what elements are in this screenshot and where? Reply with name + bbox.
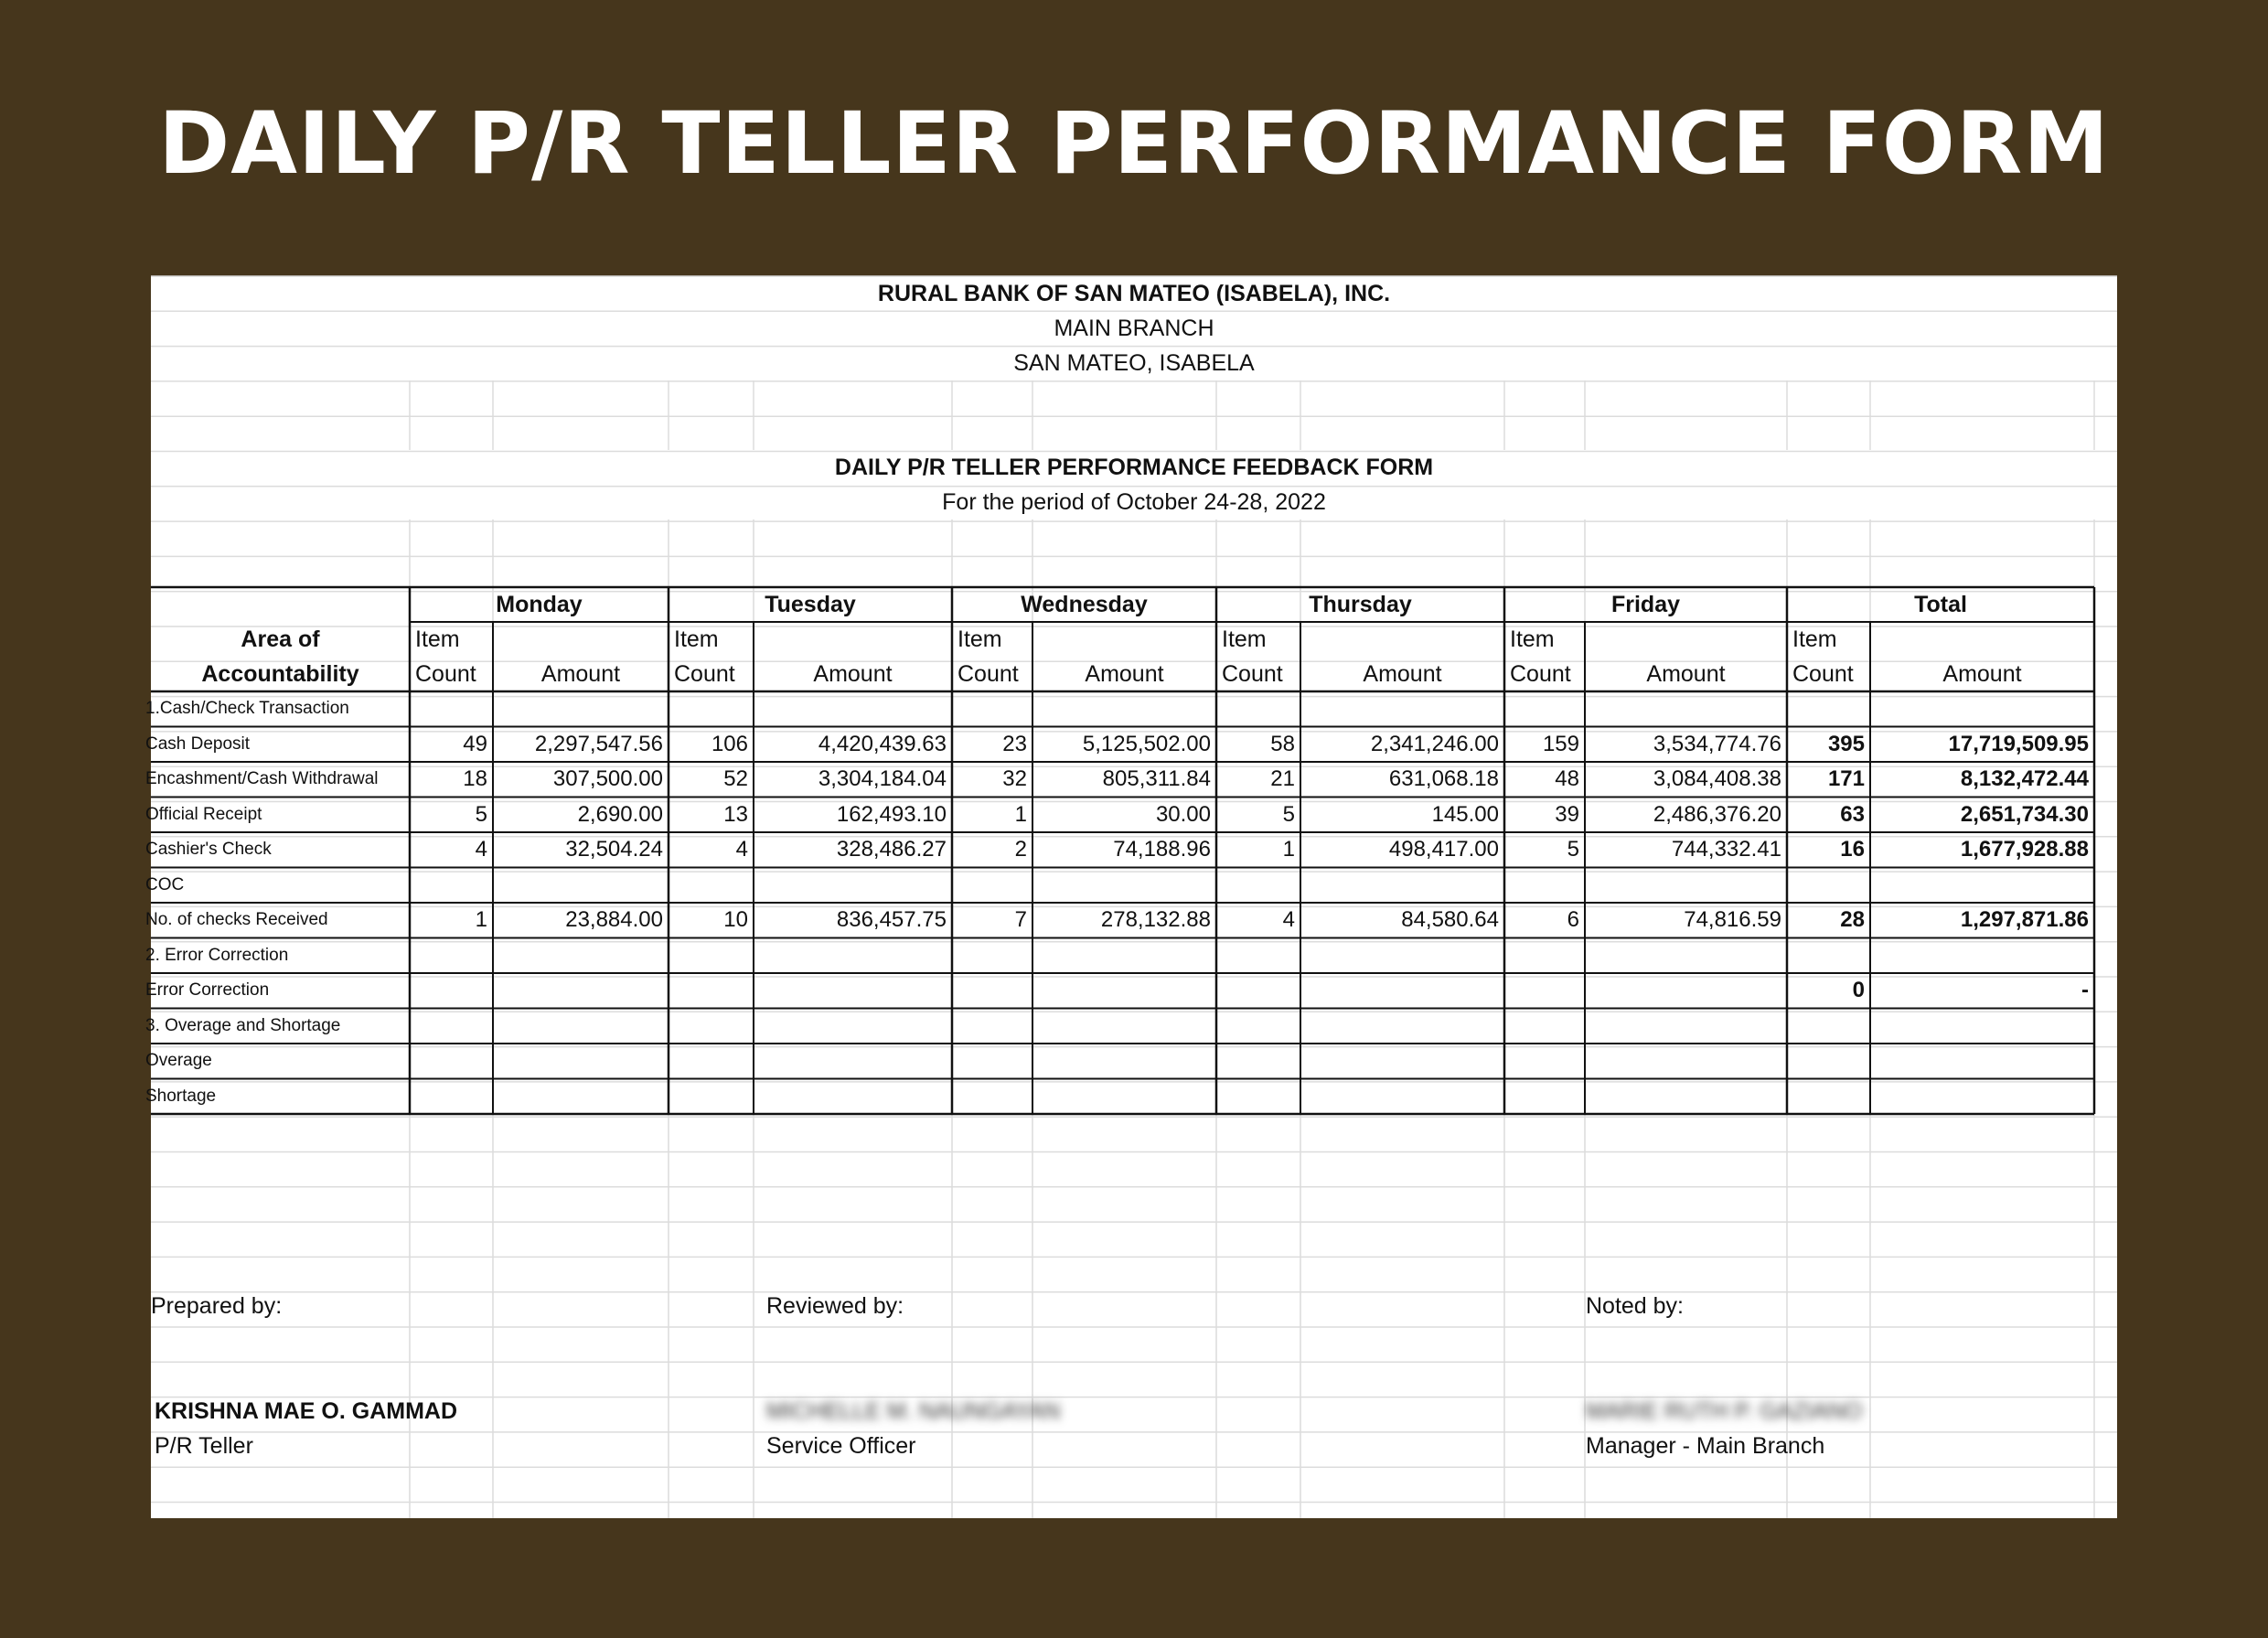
item-count-header: Item <box>674 626 719 652</box>
amount-header: Amount <box>540 661 621 687</box>
item-count-cell: 0 <box>1852 978 1865 1002</box>
amount-cell: 631,068.18 <box>1388 766 1499 791</box>
item-count-cell: 23 <box>1002 731 1027 756</box>
item-count-cell: 4 <box>475 837 487 862</box>
item-count-cell: 2 <box>1014 837 1027 862</box>
item-count-cell: 5 <box>475 801 487 827</box>
day-header-wednesday: Wednesday <box>1021 592 1148 617</box>
item-count-cell: 16 <box>1840 837 1865 862</box>
day-header-tuesday: Tuesday <box>765 592 856 617</box>
amount-cell: 307,500.00 <box>552 766 663 791</box>
row-label: Error Correction <box>145 980 270 1000</box>
amount-cell: 2,486,376.20 <box>1653 801 1781 827</box>
item-count-header: Item <box>957 626 1002 652</box>
day-header-monday: Monday <box>496 592 583 617</box>
prepared-by-label: Prepared by: <box>151 1293 283 1319</box>
item-count-header: Item <box>415 626 460 652</box>
amount-cell: 23,884.00 <box>565 907 663 932</box>
amount-cell: 3,304,184.04 <box>818 766 947 791</box>
bank-location: SAN MATEO, ISABELA <box>1013 350 1255 376</box>
item-count-cell: 58 <box>1270 731 1295 756</box>
item-count-cell: 4 <box>1282 907 1295 932</box>
item-count-header: Item <box>1222 626 1267 652</box>
item-count-cell: 49 <box>463 731 487 756</box>
item-count-cell: 5 <box>1567 837 1579 862</box>
item-count-cell: 13 <box>723 801 748 827</box>
item-count-cell: 48 <box>1555 766 1579 791</box>
item-count-cell: 6 <box>1567 907 1579 932</box>
amount-cell: 32,504.24 <box>565 837 663 862</box>
amount-cell: 74,188.96 <box>1113 837 1211 862</box>
amount-header: Amount <box>1085 661 1164 687</box>
amount-header: Amount <box>1942 661 2022 687</box>
noted-by-name: MARIE RUTH P. GAZIANO <box>1586 1398 1863 1424</box>
amount-header: Amount <box>1646 661 1726 687</box>
amount-cell: 145.00 <box>1431 801 1499 827</box>
spreadsheet <box>145 276 2117 1518</box>
row-label: 2. Error Correction <box>145 945 289 965</box>
item-count-header: Item <box>1510 626 1555 652</box>
item-count-cell: 21 <box>1270 766 1295 791</box>
noted-by-title: Manager - Main Branch <box>1586 1433 1825 1459</box>
amount-cell: 30.00 <box>1155 801 1211 827</box>
row-label: Overage <box>145 1051 212 1070</box>
amount-cell: 84,580.64 <box>1401 907 1499 932</box>
amount-cell: 74,816.59 <box>1684 907 1781 932</box>
item-count-cell: 32 <box>1002 766 1027 791</box>
bank-name: RURAL BANK OF SAN MATEO (ISABELA), INC. <box>877 281 1391 306</box>
item-count-cell: 52 <box>723 766 748 791</box>
bank-branch: MAIN BRANCH <box>1054 316 1214 341</box>
amount-cell: 744,332.41 <box>1671 837 1781 862</box>
area-header-line2: Accountability <box>201 661 359 687</box>
row-label: COC <box>145 874 185 894</box>
item-count-cell: 1 <box>1282 837 1295 862</box>
amount-cell: 2,690.00 <box>577 801 663 827</box>
amount-cell: 3,084,408.38 <box>1653 766 1781 791</box>
amount-cell: 278,132.88 <box>1100 907 1211 932</box>
form-period: For the period of October 24-28, 2022 <box>942 489 1326 515</box>
prepared-by-title: P/R Teller <box>155 1433 253 1459</box>
row-label: Cash Deposit <box>145 733 251 754</box>
item-count-cell: 1 <box>1014 801 1027 827</box>
noted-by-label: Noted by: <box>1586 1293 1685 1319</box>
item-count-cell: 18 <box>463 766 487 791</box>
form-title: DAILY P/R TELLER PERFORMANCE FEEDBACK FORM <box>834 455 1434 480</box>
row-label: Encashment/Cash Withdrawal <box>145 769 379 788</box>
item-count-cell: 7 <box>1014 907 1027 932</box>
item-count-cell: 159 <box>1542 731 1579 756</box>
amount-cell: 2,341,246.00 <box>1370 731 1499 756</box>
amount-header: Amount <box>813 661 893 687</box>
day-header-friday: Friday <box>1610 592 1681 617</box>
banner-title: DAILY P/R TELLER PERFORMANCE FORM <box>158 94 2110 194</box>
item-count-header: Item <box>1792 626 1837 652</box>
item-count-cell: 4 <box>735 837 748 862</box>
area-header-line1: Area of <box>241 626 320 652</box>
amount-cell: 5,125,502.00 <box>1082 731 1211 756</box>
amount-header: Amount <box>1363 661 1442 687</box>
amount-cell: - <box>2081 978 2089 1002</box>
item-count-cell: 171 <box>1827 766 1865 791</box>
row-label: Shortage <box>145 1086 217 1106</box>
row-label: No. of checks Received <box>145 910 328 929</box>
item-count-header: Count <box>1222 661 1283 687</box>
amount-cell: 3,534,774.76 <box>1653 731 1781 756</box>
item-count-header: Count <box>1510 661 1571 687</box>
item-count-cell: 39 <box>1555 801 1579 827</box>
item-count-header: Count <box>674 661 735 687</box>
amount-cell: 2,297,547.56 <box>534 731 663 756</box>
day-header-thursday: Thursday <box>1309 592 1412 617</box>
amount-cell: 2,651,734.30 <box>1960 801 2089 827</box>
amount-cell: 498,417.00 <box>1388 837 1499 862</box>
amount-cell: 4,420,439.63 <box>818 731 947 756</box>
amount-cell: 1,297,871.86 <box>1960 907 2089 932</box>
row-label: 3. Overage and Shortage <box>145 1015 341 1035</box>
item-count-cell: 5 <box>1282 801 1295 827</box>
amount-cell: 17,719,509.95 <box>1948 731 2089 756</box>
amount-cell: 805,311.84 <box>1102 766 1211 791</box>
row-label: Cashier's Check <box>145 840 272 859</box>
amount-cell: 1,677,928.88 <box>1960 837 2089 862</box>
item-count-cell: 1 <box>475 907 487 932</box>
item-count-header: Count <box>415 661 476 687</box>
item-count-cell: 106 <box>711 731 748 756</box>
row-label: 1.Cash/Check Transaction <box>145 699 349 718</box>
amount-cell: 8,132,472.44 <box>1960 766 2089 791</box>
item-count-cell: 63 <box>1840 801 1865 827</box>
amount-cell: 836,457.75 <box>836 907 947 932</box>
reviewed-by-title: Service Officer <box>766 1433 916 1459</box>
day-header-total: Total <box>1914 592 1967 617</box>
amount-cell: 162,493.10 <box>836 801 947 827</box>
item-count-cell: 28 <box>1840 907 1865 932</box>
item-count-cell: 395 <box>1827 731 1865 756</box>
item-count-header: Count <box>957 661 1019 687</box>
row-label: Official Receipt <box>145 804 262 824</box>
reviewed-by-label: Reviewed by: <box>766 1293 904 1319</box>
item-count-header: Count <box>1792 661 1854 687</box>
amount-cell: 328,486.27 <box>836 837 947 862</box>
reviewed-by-name: MICHELLE M. NAUNGAYAN <box>766 1398 1061 1424</box>
item-count-cell: 10 <box>723 907 748 932</box>
prepared-by-name: KRISHNA MAE O. GAMMAD <box>155 1398 458 1424</box>
